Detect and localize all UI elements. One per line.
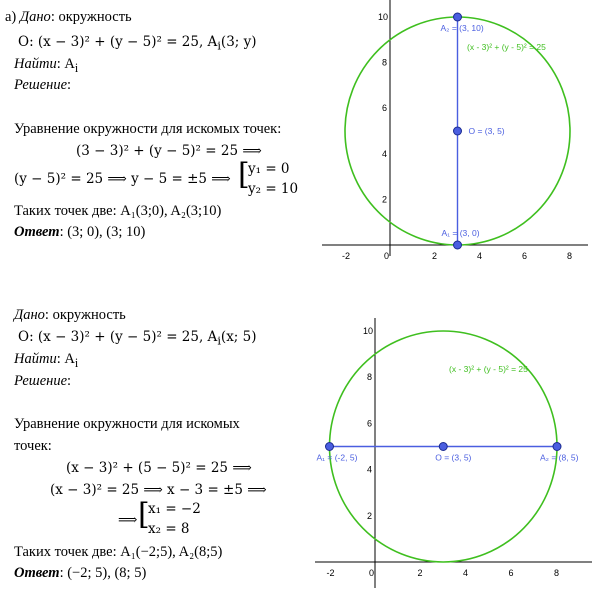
y-tick-label: 6 — [367, 418, 373, 429]
x-tick-label: 8 — [554, 568, 560, 578]
part-b-case2: x₂ = 8 — [148, 521, 190, 537]
equation-sub: i — [217, 39, 221, 53]
graph-1 — [322, 0, 588, 261]
point-label: A₁ = (3, 0) — [441, 228, 480, 238]
part-a-case2: y₂ = 10 — [248, 181, 299, 197]
y-tick-label: 2 — [367, 510, 373, 521]
answer-label: Ответ — [14, 224, 60, 240]
point-marker — [439, 443, 447, 451]
equation-sub: i — [217, 334, 221, 348]
find-label: Найти — [14, 56, 57, 72]
part-a-case1: y₁ = 0 — [248, 161, 290, 177]
equation-text: O: (x − 3)² + (y − 5)² = 25, A — [18, 34, 218, 50]
x-tick-label: -2 — [326, 568, 335, 578]
graph-2 — [315, 318, 592, 588]
point-label: O = (3, 5) — [435, 452, 472, 463]
y-tick-label: 2 — [382, 194, 388, 205]
given-label: Дано — [14, 307, 45, 323]
point-marker — [454, 127, 462, 135]
answer-text: : (−2; 5), (8; 5) — [59, 565, 147, 581]
find-label: Найти — [14, 351, 57, 367]
point-label: A₂ = (3, 10) — [440, 23, 484, 33]
y-tick-label: 8 — [382, 57, 388, 68]
part-b-case1: x₁ = −2 — [148, 501, 201, 517]
point-label: A₂ = (8, 5) — [540, 452, 579, 463]
point-marker — [553, 443, 561, 451]
y-tick-label: 6 — [382, 103, 388, 114]
part-b-intro2: точек: — [14, 438, 52, 454]
y-tick-label: 10 — [363, 326, 374, 336]
x-tick-label: 4 — [477, 251, 483, 261]
x-tick-label: 6 — [522, 251, 528, 261]
given-label: Дано — [19, 9, 51, 25]
answer-text: : (3; 0), (3; 10) — [59, 224, 146, 240]
y-tick-label: 4 — [382, 148, 388, 159]
part-b-count: Таких точек две: A₁(−2;5), A₂(8;5) — [14, 544, 223, 560]
equation-tail: (x; 5) — [220, 329, 257, 345]
y-tick-label: 10 — [378, 12, 389, 22]
x-tick-label: 0 — [369, 568, 375, 578]
x-tick-label: -2 — [342, 251, 351, 261]
x-tick-label: 6 — [508, 568, 514, 578]
point-marker — [454, 13, 462, 21]
part-a-step1: (3 − 3)² + (y − 5)² = 25 ⟹ — [76, 143, 262, 159]
equation-text: O: (x − 3)² + (y − 5)² = 25, A — [18, 329, 218, 345]
part-label: а) — [5, 9, 20, 25]
part-a-step2: (y − 5)² = 25 ⟹ y − 5 = ±5 ⟹ — [14, 171, 231, 187]
circle-equation-label: (x - 3)² + (y - 5)² = 25 — [467, 42, 546, 52]
part-a-intro: Уравнение окружности для искомых точек: — [14, 121, 282, 137]
y-tick-label: 4 — [367, 464, 373, 475]
find-text: : A — [56, 351, 75, 367]
solution-colon: : — [67, 373, 72, 389]
point-label: A₁ = (-2, 5) — [316, 452, 358, 463]
find-sub: i — [74, 355, 79, 370]
solution-label: Решение — [14, 77, 68, 93]
x-tick-label: 0 — [384, 251, 390, 261]
part-b-step3: ⟹ — [118, 512, 138, 528]
given-text: : окружность — [50, 9, 132, 25]
system-brace: [ — [238, 157, 250, 192]
find-sub: i — [74, 60, 79, 75]
x-tick-label: 8 — [567, 251, 573, 261]
x-tick-label: 2 — [417, 568, 423, 578]
y-tick-label: 8 — [367, 372, 373, 383]
point-marker — [454, 241, 462, 249]
find-text: : A — [56, 56, 75, 72]
part-b-step2: (x − 3)² = 25 ⟹ x − 3 = ±5 ⟹ — [50, 482, 267, 498]
solution-colon: : — [67, 77, 72, 93]
part-a-count: Таких точек две: A₁(3;0), A₂(3;10) — [14, 203, 222, 219]
x-tick-label: 2 — [432, 251, 438, 261]
point-label: O = (3, 5) — [468, 126, 505, 136]
solution-label: Решение — [14, 373, 68, 389]
x-tick-label: 4 — [463, 568, 469, 578]
part-b-step1: (x − 3)² + (5 − 5)² = 25 ⟹ — [66, 460, 252, 476]
given-text: : окружность — [44, 307, 126, 323]
answer-label: Ответ — [14, 565, 60, 581]
circle-equation-label: (x - 3)² + (y - 5)² = 25 — [449, 364, 528, 374]
equation-tail: (3; y) — [220, 34, 257, 50]
point-marker — [326, 443, 334, 451]
part-b-intro1: Уравнение окружности для искомых — [14, 416, 240, 432]
system-brace: [ — [138, 497, 150, 532]
